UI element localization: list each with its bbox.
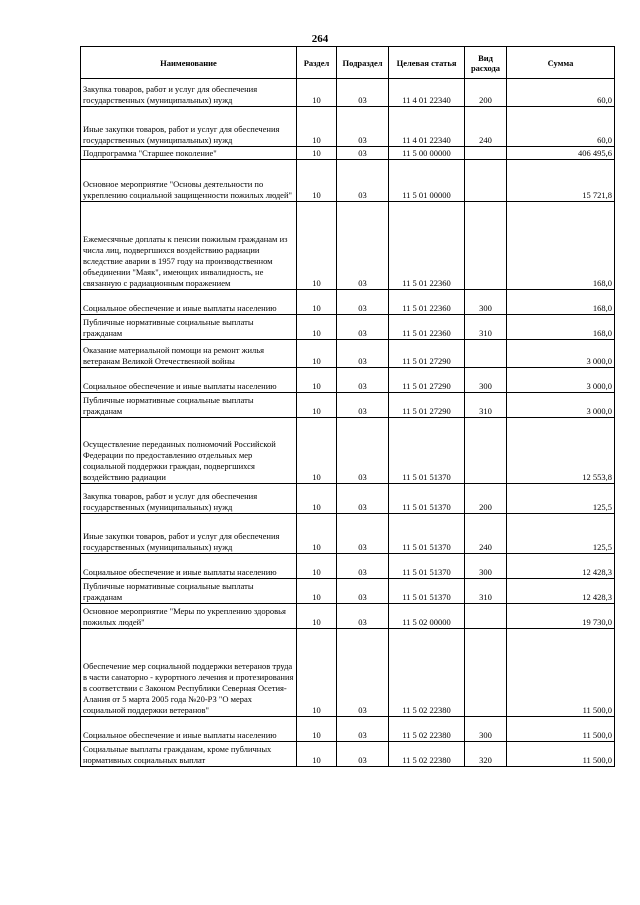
row-statya-cell: 11 5 02 22380 [389, 717, 465, 742]
row-statya-cell: 11 5 01 27290 [389, 368, 465, 393]
table-row [81, 160, 615, 202]
row-vid-cell: 300 [465, 368, 507, 393]
header-name: Наименование [81, 47, 297, 79]
row-podrazdel-cell: 03 [337, 393, 389, 418]
table-row [81, 368, 615, 393]
row-name-cell: Обеспечение мер социальной поддержки ветеранов труда в части санаторно - курортного лечения и протезирования в соответствии с Законом Республики Северная Осетия-Алания от 5 марта 2005 года №20-РЗ "О мерах социальной поддержки ветеранов" [81, 629, 297, 717]
row-vid-cell [465, 147, 507, 160]
row-razdel-cell: 10 [297, 604, 337, 629]
row-razdel-cell: 10 [297, 393, 337, 418]
row-name-cell: Подпрограмма "Старшее поколение" [81, 147, 297, 160]
row-podrazdel-cell: 03 [337, 290, 389, 315]
row-vid-cell: 310 [465, 393, 507, 418]
row-vid-cell: 310 [465, 579, 507, 604]
row-statya-cell: 11 5 01 27290 [389, 340, 465, 368]
row-podrazdel-cell: 03 [337, 202, 389, 290]
row-summa-cell: 11 500,0 [507, 717, 615, 742]
row-statya-cell: 11 5 00 00000 [389, 147, 465, 160]
row-podrazdel-cell: 03 [337, 160, 389, 202]
row-name-cell: Иные закупки товаров, работ и услуг для обеспечения государственных (муниципальных) нужд [81, 107, 297, 147]
row-summa-cell: 168,0 [507, 290, 615, 315]
row-podrazdel-cell: 03 [337, 742, 389, 767]
row-statya-cell: 11 5 01 00000 [389, 160, 465, 202]
row-razdel-cell: 10 [297, 629, 337, 717]
header-summa: Сумма [507, 47, 615, 79]
row-name-cell: Публичные нормативные социальные выплаты гражданам [81, 393, 297, 418]
row-statya-cell: 11 5 02 22380 [389, 629, 465, 717]
row-podrazdel-cell: 03 [337, 79, 389, 107]
row-podrazdel-cell: 03 [337, 315, 389, 340]
row-summa-cell: 406 495,6 [507, 147, 615, 160]
row-name-cell: Социальное обеспечение и иные выплаты населению [81, 290, 297, 315]
row-summa-cell: 12 428,3 [507, 554, 615, 579]
row-vid-cell: 300 [465, 554, 507, 579]
row-razdel-cell: 10 [297, 79, 337, 107]
row-razdel-cell: 10 [297, 107, 337, 147]
row-statya-cell: 11 5 02 22380 [389, 742, 465, 767]
row-podrazdel-cell: 03 [337, 418, 389, 484]
row-statya-cell: 11 5 01 51370 [389, 514, 465, 554]
row-vid-cell [465, 160, 507, 202]
row-name-cell: Публичные нормативные социальные выплаты гражданам [81, 579, 297, 604]
table-row [81, 315, 615, 340]
row-summa-cell: 125,5 [507, 514, 615, 554]
row-razdel-cell: 10 [297, 160, 337, 202]
table-row [81, 202, 615, 290]
row-summa-cell: 12 428,3 [507, 579, 615, 604]
row-vid-cell: 310 [465, 315, 507, 340]
table-row [81, 290, 615, 315]
row-podrazdel-cell: 03 [337, 340, 389, 368]
row-vid-cell [465, 340, 507, 368]
row-razdel-cell: 10 [297, 202, 337, 290]
row-summa-cell: 3 000,0 [507, 368, 615, 393]
row-podrazdel-cell: 03 [337, 147, 389, 160]
row-razdel-cell: 10 [297, 554, 337, 579]
row-statya-cell: 11 5 01 27290 [389, 393, 465, 418]
row-razdel-cell: 10 [297, 368, 337, 393]
row-name-cell: Основное мероприятие "Меры по укреплению здоровья пожилых людей" [81, 604, 297, 629]
row-summa-cell: 11 500,0 [507, 742, 615, 767]
row-razdel-cell: 10 [297, 315, 337, 340]
row-summa-cell: 19 730,0 [507, 604, 615, 629]
row-summa-cell: 60,0 [507, 107, 615, 147]
row-razdel-cell: 10 [297, 717, 337, 742]
row-razdel-cell: 10 [297, 290, 337, 315]
row-statya-cell: 11 5 01 22360 [389, 290, 465, 315]
header-statya: Целевая статья [389, 47, 465, 79]
header-podrazdel: Подраздел [337, 47, 389, 79]
row-vid-cell: 300 [465, 717, 507, 742]
row-statya-cell: 11 5 01 51370 [389, 484, 465, 514]
header-vid: Вид расхода [465, 47, 507, 79]
row-summa-cell: 60,0 [507, 79, 615, 107]
row-name-cell: Закупка товаров, работ и услуг для обеспечения государственных (муниципальных) нужд [81, 79, 297, 107]
row-summa-cell: 11 500,0 [507, 629, 615, 717]
row-statya-cell: 11 5 01 22360 [389, 315, 465, 340]
row-summa-cell: 15 721,8 [507, 160, 615, 202]
table-row [81, 340, 615, 368]
table-row [81, 107, 615, 147]
row-vid-cell: 300 [465, 290, 507, 315]
header-razdel: Раздел [297, 47, 337, 79]
row-podrazdel-cell: 03 [337, 554, 389, 579]
row-summa-cell: 3 000,0 [507, 393, 615, 418]
table-row [81, 418, 615, 484]
table-row [81, 554, 615, 579]
row-podrazdel-cell: 03 [337, 579, 389, 604]
row-podrazdel-cell: 03 [337, 514, 389, 554]
row-podrazdel-cell: 03 [337, 368, 389, 393]
row-razdel-cell: 10 [297, 742, 337, 767]
row-razdel-cell: 10 [297, 147, 337, 160]
row-summa-cell: 3 000,0 [507, 340, 615, 368]
table-row [81, 579, 615, 604]
row-statya-cell: 11 5 01 51370 [389, 579, 465, 604]
table-row [81, 717, 615, 742]
row-vid-cell [465, 629, 507, 717]
row-name-cell: Публичные нормативные социальные выплаты гражданам [81, 315, 297, 340]
row-statya-cell: 11 5 01 51370 [389, 554, 465, 579]
row-name-cell: Закупка товаров, работ и услуг для обеспечения государственных (муниципальных) нужд [81, 484, 297, 514]
row-summa-cell: 12 553,8 [507, 418, 615, 484]
row-vid-cell: 200 [465, 79, 507, 107]
row-vid-cell: 240 [465, 107, 507, 147]
row-vid-cell: 320 [465, 742, 507, 767]
row-razdel-cell: 10 [297, 418, 337, 484]
row-podrazdel-cell: 03 [337, 717, 389, 742]
row-summa-cell: 168,0 [507, 315, 615, 340]
row-razdel-cell: 10 [297, 484, 337, 514]
row-name-cell: Ежемесячные доплаты к пенсии пожилым гражданам из числа лиц, подвергшихся воздействию радиации вследствие аварии в 1957 году на производственном объединении "Маяк", имеющих инвалидность, не связанную с радиационным поражением [81, 202, 297, 290]
row-vid-cell: 200 [465, 484, 507, 514]
table-row [81, 629, 615, 717]
row-name-cell: Социальные выплаты гражданам, кроме публичных нормативных социальных выплат [81, 742, 297, 767]
row-razdel-cell: 10 [297, 579, 337, 604]
row-name-cell: Иные закупки товаров, работ и услуг для обеспечения государственных (муниципальных) нужд [81, 514, 297, 554]
row-vid-cell [465, 604, 507, 629]
row-name-cell: Оказание материальной помощи на ремонт жилья ветеранам Великой Отечественной войны [81, 340, 297, 368]
row-statya-cell: 11 4 01 22340 [389, 107, 465, 147]
row-statya-cell: 11 5 01 51370 [389, 418, 465, 484]
row-podrazdel-cell: 03 [337, 107, 389, 147]
table-header-row [81, 47, 615, 79]
row-summa-cell: 168,0 [507, 202, 615, 290]
table-row [81, 484, 615, 514]
row-podrazdel-cell: 03 [337, 604, 389, 629]
row-statya-cell: 11 5 01 22360 [389, 202, 465, 290]
row-vid-cell [465, 202, 507, 290]
row-name-cell: Основное мероприятие "Основы деятельности по укреплению социальной защищенности пожилых людей" [81, 160, 297, 202]
row-statya-cell: 11 4 01 22340 [389, 79, 465, 107]
row-razdel-cell: 10 [297, 340, 337, 368]
table-row [81, 147, 615, 160]
page-number: 264 [311, 33, 329, 45]
row-podrazdel-cell: 03 [337, 629, 389, 717]
row-podrazdel-cell: 03 [337, 484, 389, 514]
row-name-cell: Социальное обеспечение и иные выплаты населению [81, 717, 297, 742]
table-body [81, 79, 615, 767]
table-row [81, 604, 615, 629]
row-name-cell: Осуществление переданных полномочий Российской Федерации по предоставлению отдельных мер социальной поддержки граждан, подвергшихся воздействию радиации [81, 418, 297, 484]
budget-table [80, 46, 615, 767]
table-row [81, 742, 615, 767]
row-vid-cell: 240 [465, 514, 507, 554]
row-statya-cell: 11 5 02 00000 [389, 604, 465, 629]
table-row [81, 514, 615, 554]
table-row [81, 79, 615, 107]
table-row [81, 393, 615, 418]
row-razdel-cell: 10 [297, 514, 337, 554]
row-vid-cell [465, 418, 507, 484]
row-name-cell: Социальное обеспечение и иные выплаты населению [81, 554, 297, 579]
row-summa-cell: 125,5 [507, 484, 615, 514]
row-name-cell: Социальное обеспечение и иные выплаты населению [81, 368, 297, 393]
